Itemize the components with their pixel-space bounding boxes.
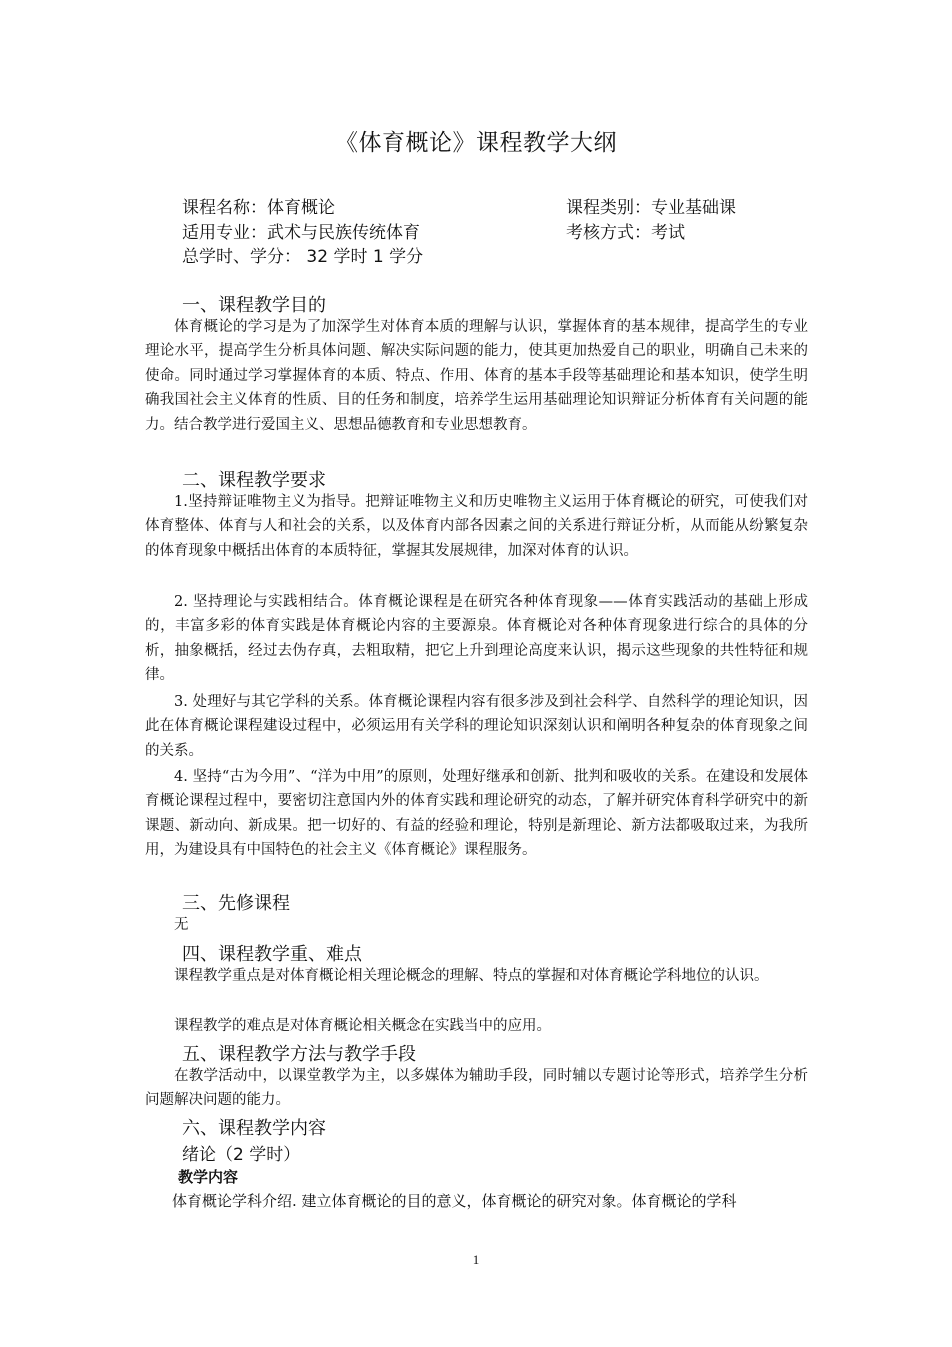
applicable-major: 适用专业：武术与民族传统体育 [182, 223, 420, 243]
course-name: 课程名称：体育概论 [182, 198, 335, 218]
assessment-method: 考核方式：考试 [566, 223, 685, 243]
requirement-paragraph-4: 4. 坚持“古为今用”、“洋为中用”的原则，处理好继承和创新、批判和吸收的关系。在建设和发展体育概论课程过程中，要密切注意国内外的体育实践和理论研究的动态，了解并研究体育科学研究中的新课题、新动向、新成果。把一切好的、有益的经验和理论，特别是新理论、新方法都吸取过来，为我所用，为建设具有中国特色的社会主义《体育概论》课程服务。 [145, 769, 808, 859]
key-points-paragraph: 课程教学重点是对体育概论相关理论概念的理解、特点的掌握和对体育概论学科地位的认识。 [174, 968, 769, 984]
difficulty-paragraph: 课程教学的难点是对体育概论相关概念在实践当中的应用。 [174, 1018, 551, 1034]
section-heading-content: 六、课程教学内容 [182, 1118, 326, 1139]
teaching-content-paragraph: 体育概论学科介绍. 建立体育概论的目的意义，体育概论的研究对象。体育概论的学科 [172, 1192, 737, 1210]
teaching-content-label: 教学内容 [178, 1168, 239, 1186]
section-heading-methods: 五、课程教学方法与教学手段 [182, 1044, 416, 1065]
requirement-paragraph-2: 2. 坚持理论与实践相结合。体育概论课程是在研究各种体育现象——体育实践活动的基础上形成的，丰富多彩的体育实践是体育概论内容的主要源泉。体育概论对各种体育现象进行综合的具体的分析，抽象概括，经过去伪存真，去粗取精，把它上升到理论高度来认识，揭示这些现象的共性特征和规律。 [145, 594, 808, 684]
section-heading-requirements: 二、课程教学要求 [182, 470, 326, 491]
purpose-paragraph: 体育概论的学习是为了加深学生对体育本质的理解与认识，掌握体育的基本规律，提高学生的专业理论水平，提高学生分析具体问题、解决实际问题的能力，使其更加热爱自己的职业，明确自己未来的使命。同时通过学习掌握体育的本质、特点、作用、体育的基本手段等基础理论和基本知识，使学生明确我国社会主义体育的性质、目的任务和制度，培养学生运用基础理论知识辩证分析体育有关问题的能力。结合教学进行爱国主义、思想品德教育和专业思想教育。 [145, 319, 808, 433]
document-title: 《体育概论》课程教学大纲 [335, 130, 617, 156]
section-heading-purpose: 一、课程教学目的 [182, 295, 326, 316]
course-type: 课程类别：专业基础课 [566, 198, 736, 218]
prerequisites-text: 无 [174, 917, 189, 933]
introduction-subheading: 绪论（2 学时） [182, 1145, 301, 1165]
section-heading-prerequisites: 三、先修课程 [182, 893, 290, 914]
requirement-paragraph-1: 1.坚持辩证唯物主义为指导。把辩证唯物主义和历史唯物主义运用于体育概论的研究，可使我们对体育整体、体育与人和社会的关系，以及体育内部各因素之间的关系进行辩证分析，从而能从纷繁复杂的体育现象中概括出体育的本质特征，掌握其发展规律，加深对体育的认识。 [145, 494, 808, 559]
section-heading-key-points: 四、课程教学重、难点 [182, 944, 362, 965]
requirement-paragraph-3: 3. 处理好与其它学科的关系。体育概论课程内容有很多涉及到社会科学、自然科学的理论知识，因此在体育概论课程建设过程中，必须运用有关学科的理论知识深刻认识和阐明各种复杂的体育现象之间的关系。 [145, 694, 808, 759]
methods-paragraph: 在教学活动中，以课堂教学为主，以多媒体为辅助手段，同时辅以专题讨论等形式，培养学生分析问题解决问题的能力。 [145, 1068, 808, 1109]
page-number: 1 [472, 1252, 480, 1267]
hours-and-credits: 总学时、学分： 32 学时 1 学分 [182, 247, 424, 267]
